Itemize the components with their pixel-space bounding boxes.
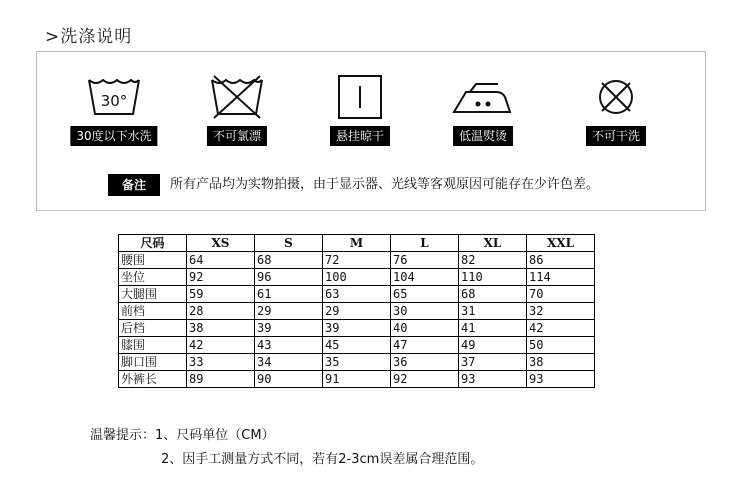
table-cell: 64 [187, 252, 255, 269]
table-cell: 93 [459, 371, 527, 388]
header-xxl: XXL [527, 235, 595, 252]
row-label: 膝围 [119, 337, 187, 354]
table-cell: 91 [323, 371, 391, 388]
header-xl: XL [459, 235, 527, 252]
table-cell: 39 [323, 320, 391, 337]
table-cell: 49 [459, 337, 527, 354]
table-cell: 110 [459, 269, 527, 286]
table-cell: 90 [255, 371, 323, 388]
table-cell: 63 [323, 286, 391, 303]
table-cell: 92 [187, 269, 255, 286]
table-row [119, 269, 595, 286]
care-label-low-iron: 低温熨烫 [453, 126, 513, 146]
table-header-row [119, 235, 595, 252]
table-row [119, 320, 595, 337]
table-row [119, 286, 595, 303]
hang-dry-icon [331, 74, 389, 120]
table-cell: 82 [459, 252, 527, 269]
section-title: >洗涤说明 [45, 27, 133, 47]
care-item-no-dry-clean [561, 74, 671, 152]
table-cell: 34 [255, 354, 323, 371]
row-label: 大腿围 [119, 286, 187, 303]
table-cell: 36 [391, 354, 459, 371]
header-s: S [255, 235, 323, 252]
table-row [119, 337, 595, 354]
wash-30-icon [85, 74, 143, 120]
table-cell: 114 [527, 269, 595, 286]
table-cell: 47 [391, 337, 459, 354]
table-row [119, 371, 595, 388]
no-bleach-icon [208, 74, 266, 120]
care-label-no-bleach: 不可氯漂 [207, 126, 267, 146]
table-cell: 72 [323, 252, 391, 269]
note-text: 所有产品均为实物拍摄，由于显示器、光线等客观原因可能存在少许色差。 [170, 177, 600, 192]
table-cell: 96 [255, 269, 323, 286]
table-cell: 68 [255, 252, 323, 269]
care-item-no-bleach [182, 74, 292, 152]
tip-line-2: 2、因手工测量方式不同，若有2-3cm误差属合理范围。 [161, 452, 484, 467]
header-size: 尺码 [119, 235, 187, 252]
size-table [118, 234, 595, 388]
table-cell: 50 [527, 337, 595, 354]
table-cell: 104 [391, 269, 459, 286]
table-cell: 76 [391, 252, 459, 269]
care-label-wash: 30度以下水洗 [70, 126, 157, 146]
table-cell: 29 [323, 303, 391, 320]
row-label: 腰围 [119, 252, 187, 269]
care-instructions-panel [36, 51, 706, 211]
note-label: 备注 [108, 174, 160, 196]
table-cell: 30 [391, 303, 459, 320]
care-item-hang-dry [305, 74, 415, 152]
low-iron-icon [450, 74, 516, 120]
tip-line-1: 温馨提示：1、尺码单位（CM） [90, 428, 275, 443]
table-row [119, 354, 595, 371]
table-cell: 65 [391, 286, 459, 303]
table-row [119, 303, 595, 320]
table-cell: 35 [323, 354, 391, 371]
row-label: 后档 [119, 320, 187, 337]
care-item-wash [59, 74, 169, 152]
table-cell: 93 [527, 371, 595, 388]
table-cell: 38 [187, 320, 255, 337]
table-cell: 31 [459, 303, 527, 320]
table-cell: 45 [323, 337, 391, 354]
table-cell: 86 [527, 252, 595, 269]
row-label: 坐位 [119, 269, 187, 286]
table-cell: 28 [187, 303, 255, 320]
no-dry-clean-icon [587, 74, 645, 120]
care-label-no-dry-clean: 不可干洗 [586, 126, 646, 146]
table-cell: 43 [255, 337, 323, 354]
table-cell: 92 [391, 371, 459, 388]
header-xs: XS [187, 235, 255, 252]
care-label-hang-dry: 悬挂晾干 [330, 126, 390, 146]
header-m: M [323, 235, 391, 252]
table-cell: 29 [255, 303, 323, 320]
table-cell: 61 [255, 286, 323, 303]
table-cell: 100 [323, 269, 391, 286]
table-cell: 42 [527, 320, 595, 337]
row-label: 前档 [119, 303, 187, 320]
table-cell: 33 [187, 354, 255, 371]
care-item-low-iron [428, 74, 538, 152]
table-row [119, 252, 595, 269]
table-cell: 59 [187, 286, 255, 303]
wash-temperature: 30° [100, 92, 128, 110]
row-label: 外裤长 [119, 371, 187, 388]
table-cell: 39 [255, 320, 323, 337]
header-l: L [391, 235, 459, 252]
table-cell: 42 [187, 337, 255, 354]
table-cell: 32 [527, 303, 595, 320]
row-label: 脚口围 [119, 354, 187, 371]
table-cell: 40 [391, 320, 459, 337]
table-cell: 89 [187, 371, 255, 388]
table-cell: 41 [459, 320, 527, 337]
table-cell: 38 [527, 354, 595, 371]
table-cell: 68 [459, 286, 527, 303]
table-cell: 37 [459, 354, 527, 371]
table-cell: 70 [527, 286, 595, 303]
